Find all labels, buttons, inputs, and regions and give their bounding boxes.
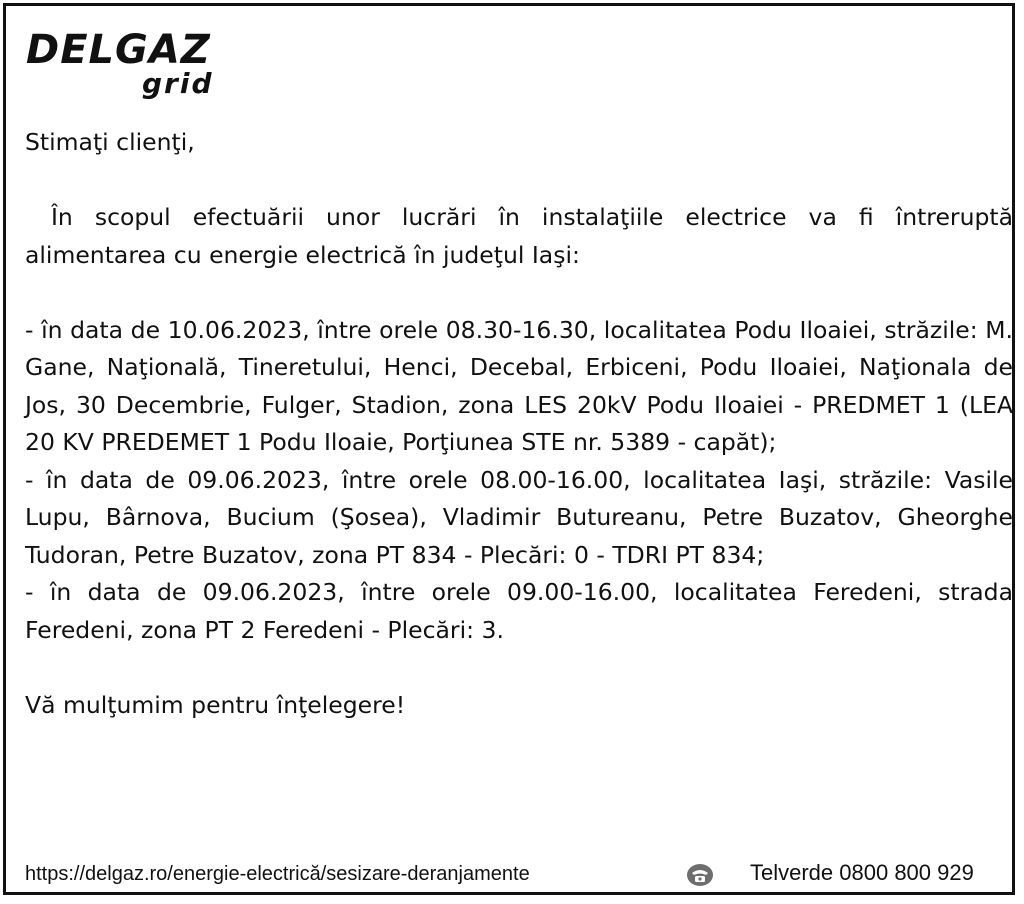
outage-item-1: - în data de 10.06.2023, între orele 08.30-16.30, localitatea Podu Iloaiei, străzile: M. Gane, Naţională, Tineretului, Henci, Decebal, Erbiceni, Podu Iloaiei, Naţionala de Jos, 30 Decembrie, Fulger, Stadion, zona LES 20kV Podu Iloaiei - PREDMET 1 (LEA 20 KV PREDEMET 1 Podu Iloaie, Porţiunea STE nr. 5389 - capăt); — [25, 315, 1013, 456]
spacer — [25, 274, 1013, 312]
notice-frame — [3, 3, 1015, 895]
logo-brand: DELGAZ — [26, 27, 211, 73]
closing: Vă mulţumim pentru înţelegere! — [25, 690, 406, 719]
telephone-icon — [686, 863, 714, 887]
support-link[interactable]: https://delgaz.ro/energie-electrică/sesizare-deranjamente — [25, 863, 530, 885]
delgaz-grid-logo — [26, 28, 226, 108]
phone-number: Telverde 0800 800 929 — [750, 860, 974, 885]
logo-sub: grid — [142, 67, 214, 100]
spacer — [25, 162, 1013, 200]
greeting: Stimaţi clienţi, — [25, 128, 195, 156]
intro-paragraph: În scopul efectuării unor lucrări în instalaţiile electrice va fi întreruptă alimentarea cu energie electrică în judeţul Iaşi: — [25, 203, 1013, 269]
notice-body — [25, 124, 1013, 724]
spacer — [25, 649, 1013, 687]
outage-item-3: - în data de 09.06.2023, între orele 09.00-16.00, localitatea Feredeni, strada Feredeni, zona PT 2 Feredeni - Plecări: 3. — [25, 578, 1013, 644]
footer — [25, 858, 1013, 892]
outage-item-2: - în data de 09.06.2023, între orele 08.00-16.00, localitatea Iaşi, străzile: Vasile Lupu, Bârnova, Bucium (Şosea), Vladimir Butureanu, Petre Buzatov, Gheorghe Tudoran, Petre Buzatov, zona PT 834 - Plecări: 0 - TDRI PT 834; — [25, 465, 1013, 569]
